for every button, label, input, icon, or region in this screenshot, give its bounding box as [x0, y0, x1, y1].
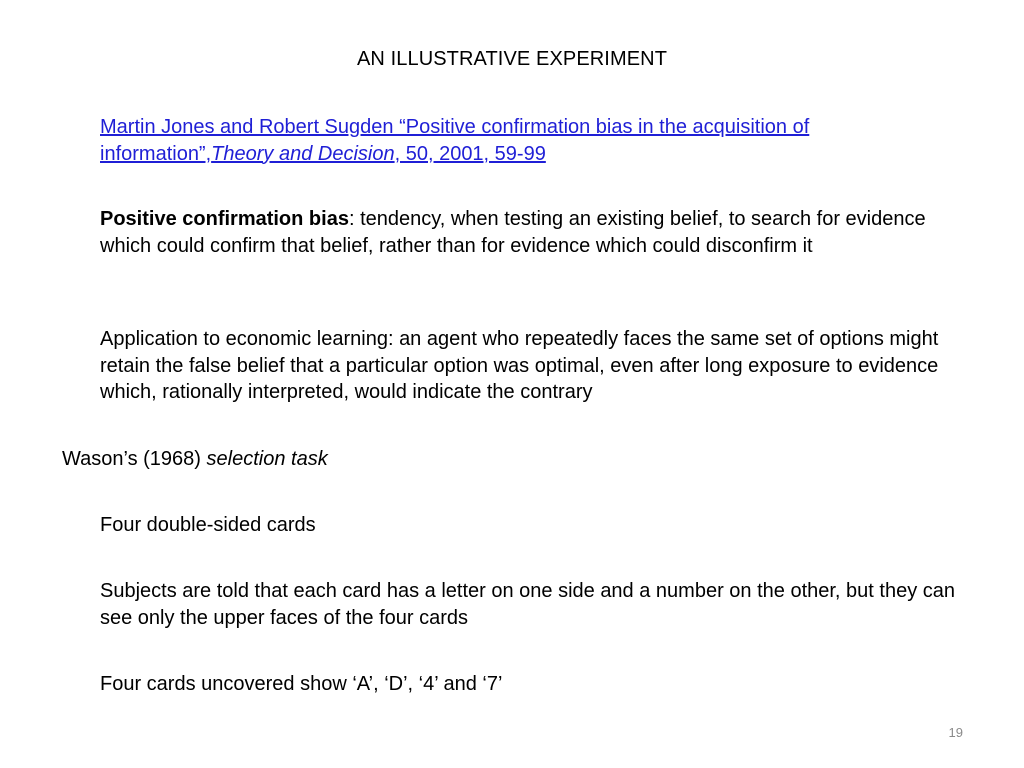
definition-term: Positive confirmation bias	[100, 208, 349, 230]
uncovered-paragraph: Four cards uncovered show ‘A’, ‘D’, ‘4’ and ‘7’	[100, 673, 503, 695]
application-paragraph: Application to economic learning: an agent who repeatedly faces the same set of options might retain the false belief that a particular option was optimal, even after long exposure to evidence which, rationally interpreted, would indicate the contrary	[100, 328, 939, 403]
wason-paragraph	[62, 446, 932, 473]
definition-paragraph	[100, 206, 970, 259]
slide-title: AN ILLUSTRATIVE EXPERIMENT	[356, 48, 668, 70]
reference-journal: Theory and Decision	[211, 142, 395, 165]
wason-prefix: Wason’s (1968)	[62, 448, 207, 470]
reference-authors-title: Martin Jones and Robert Sugden “Positive confirmation bias in the acquisition of information”,	[100, 116, 810, 165]
reference-details: , 50, 2001, 59-99	[394, 142, 546, 165]
wason-task: selection task	[206, 448, 328, 470]
definition-text: : tendency, when testing an existing belief, to search for evidence which could confirm that belief, rather than for evidence which could disconfirm it	[100, 208, 926, 257]
reference-link[interactable]	[100, 116, 809, 165]
reference-paragraph	[100, 114, 970, 167]
cards-paragraph: Four double-sided cards	[100, 514, 316, 536]
page-number: 19	[948, 725, 963, 740]
subjects-paragraph: Subjects are told that each card has a letter on one side and a number on the other, but they can see only the upper faces of the four cards	[100, 580, 956, 629]
